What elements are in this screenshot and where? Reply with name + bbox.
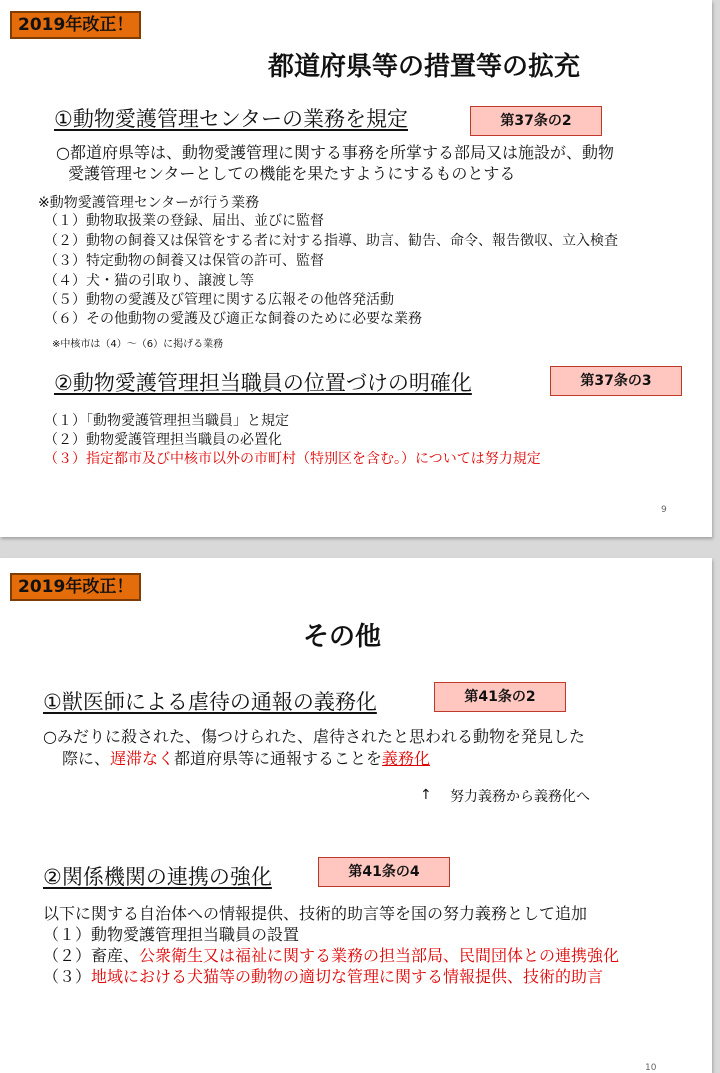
revision-badge: 2019年改正！ <box>10 11 141 39</box>
footnote: ※中核市は（4）～（6）に掲げる業務 <box>52 339 224 350</box>
emphasis-text: 公衆衛生又は福祉に関する業務の担当部局、民間団体との連携強化 <box>139 946 620 965</box>
slide-title: 都道府県等の措置等の拡充 <box>268 52 581 82</box>
section-heading: ②動物愛護管理担当職員の位置づけの明確化 <box>54 371 472 395</box>
arrow-note: 努力義務から義務化へ <box>450 789 590 805</box>
slide-10 <box>0 558 712 1073</box>
slide-title: その他 <box>303 622 382 652</box>
list-item <box>43 945 619 966</box>
text-segment: 際に、 <box>62 749 111 768</box>
description-line: 愛護管理センターとしての機能を果たすようにするものとする <box>68 164 516 183</box>
arrow-icon: ↑ <box>420 787 432 803</box>
list-item: （１）動物取扱業の登録、届出、並びに監督 <box>44 213 324 229</box>
description-line: ○都道府県等は、動物愛護管理に関する事務を所掌する部局又は施設が、動物 <box>56 143 614 162</box>
description-line <box>62 748 430 769</box>
list-item: （３）指定都市及び中核市以外の市町村（特別区を含む。）については努力規定 <box>44 451 541 467</box>
text-segment: （２）畜産、 <box>43 946 140 965</box>
emphasis-text: 地域における犬猫等の動物の適切な管理に関する情報提供、技術的助言 <box>91 967 604 986</box>
revision-badge: 2019年改正！ <box>10 573 141 601</box>
list-item: （１）動物愛護管理担当職員の設置 <box>43 925 300 944</box>
note-title: ※動物愛護管理センターが行う業務 <box>38 195 260 211</box>
list-item: （２）動物の飼養又は保管をする者に対する指導、助言、勧告、命令、報告徴収、立入検査 <box>44 233 618 249</box>
list-item <box>43 966 603 987</box>
list-item: （５）動物の愛護及び管理に関する広報その他啓発活動 <box>44 292 394 308</box>
list-item: （１）「動物愛護管理担当職員」と規定 <box>44 413 289 429</box>
text-segment: （３） <box>43 967 92 986</box>
section-heading: ①動物愛護管理センターの業務を規定 <box>54 107 408 131</box>
article-ref-box: 第41条の2 <box>434 682 566 712</box>
article-ref-box: 第37条の3 <box>550 366 682 396</box>
section-heading: ②関係機関の連携の強化 <box>43 865 272 889</box>
description-line: ○みだりに殺された、傷つけられた、虐待されたと思われる動物を発見した <box>43 727 585 746</box>
list-item: （４）犬・猫の引取り、譲渡し等 <box>44 273 254 289</box>
emphasis-text: 遅滞なく <box>110 749 175 768</box>
list-item: （３）特定動物の飼養又は保管の許可、監督 <box>44 253 324 269</box>
text-segment: 都道府県等に通報することを <box>174 749 383 768</box>
list-item: （６）その他動物の愛護及び適正な飼養のために必要な業務 <box>44 311 422 327</box>
article-ref-box: 第37条の2 <box>470 106 602 136</box>
page-number: 9 <box>661 505 667 515</box>
slide-9 <box>0 0 712 537</box>
intro-text: 以下に関する自治体への情報提供、技術的助言等を国の努力義務として追加 <box>43 904 588 923</box>
page-number: 10 <box>645 1063 657 1073</box>
list-item: （２）動物愛護管理担当職員の必置化 <box>44 432 282 448</box>
section-heading: ①獣医師による虐待の通報の義務化 <box>43 690 377 714</box>
article-ref-box: 第41条の4 <box>318 857 450 887</box>
emphasis-underlined-text: 義務化 <box>382 749 431 768</box>
